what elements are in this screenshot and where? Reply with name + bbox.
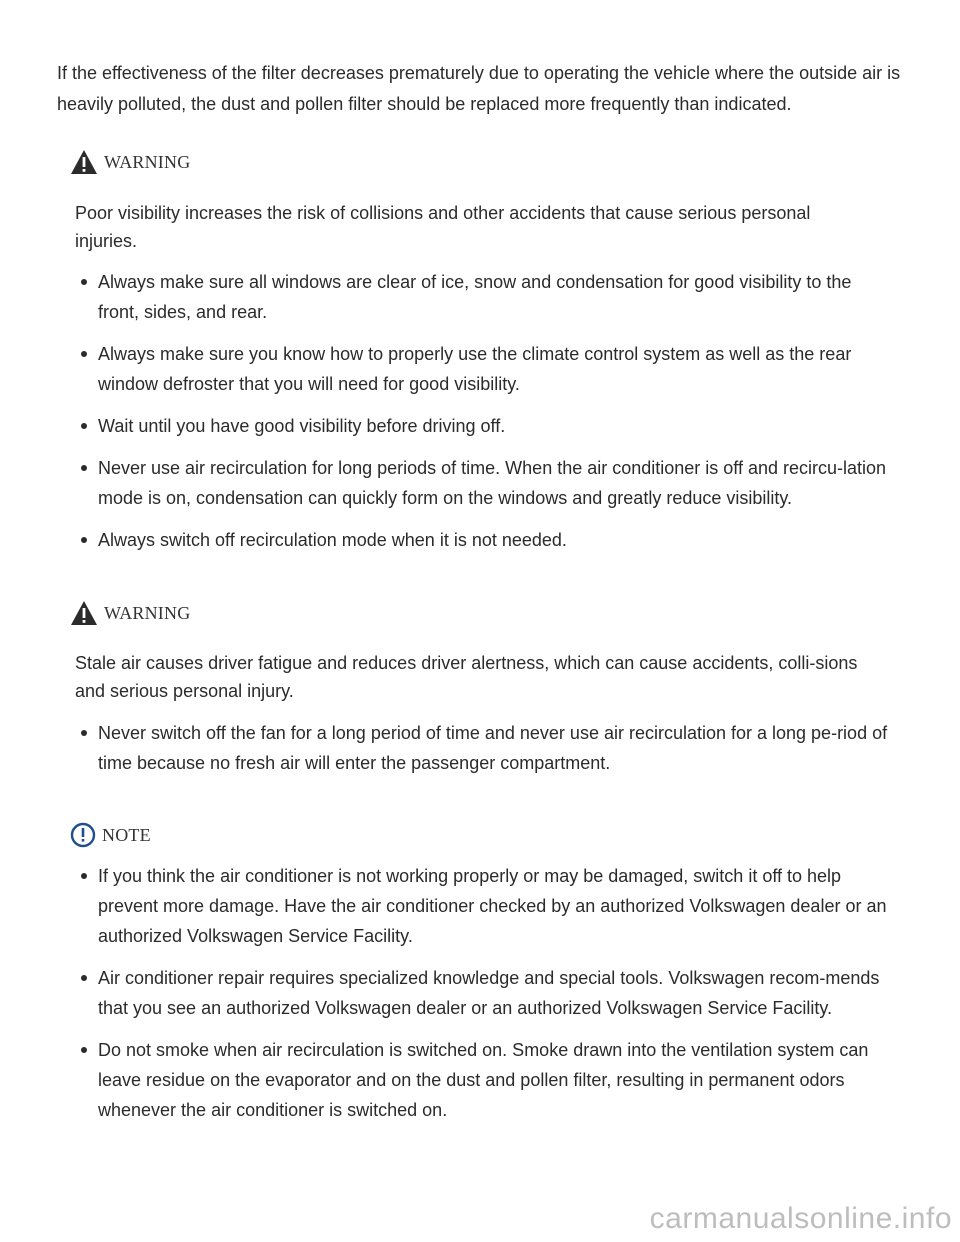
warning-triangle-icon <box>70 600 98 626</box>
note-list <box>75 861 890 1137</box>
bullet-dot <box>81 730 87 736</box>
bullet-dot <box>81 279 87 285</box>
intro-paragraph: If the effectiveness of the filter decreases prematurely due to operating the vehicle where the outside air is heavily polluted, the dust and pollen filter should be replaced more frequently than indicated. <box>57 63 901 114</box>
warning-heading-2 <box>70 600 190 626</box>
bullet-dot <box>81 423 87 429</box>
watermark: carmanualsonline.info <box>649 1202 952 1235</box>
warning-label: WARNING <box>104 602 191 623</box>
warning-2-list <box>75 718 890 790</box>
list-item: Air conditioner repair requires specialized knowledge and special tools. Volkswagen recom-mends that you see an authorized Volkswagen dealer or an authorized Volkswagen Service Facility. <box>75 963 890 1023</box>
warning-triangle-icon <box>70 149 98 175</box>
warning-2-intro: Stale air causes driver fatigue and reduces driver alertness, which can cause accidents, colli-sions and serious personal injury. <box>75 653 858 701</box>
bullet-dot <box>81 975 87 981</box>
bullet-dot <box>81 873 87 879</box>
warning-1-list <box>75 267 890 567</box>
list-item: Wait until you have good visibility before driving off. <box>75 411 890 441</box>
note-heading <box>70 822 151 848</box>
bullet-dot <box>81 1047 87 1053</box>
bullet-dot <box>81 537 87 543</box>
note-label: NOTE <box>102 824 151 845</box>
list-item: Always make sure you know how to properly use the climate control system as well as the rear window defroster that you will need for good visibility. <box>75 339 890 399</box>
list-item: Do not smoke when air recirculation is switched on. Smoke drawn into the ventilation system can leave residue on the evaporator and on the dust and pollen filter, resulting in permanent odors whenever the air conditioner is switched on. <box>75 1035 890 1125</box>
list-item: Never switch off the fan for a long period of time and never use air recirculation for a long pe-riod of time because no fresh air will enter the passenger compartment. <box>75 718 890 778</box>
warning-1-intro: Poor visibility increases the risk of collisions and other accidents that cause serious personal injuries. <box>75 203 811 251</box>
bullet-dot <box>81 351 87 357</box>
list-item: If you think the air conditioner is not working properly or may be damaged, switch it off to help prevent more damage. Have the air conditioner checked by an authorized Volkswagen dealer or an authorized Volkswagen Service Facility. <box>75 861 890 951</box>
list-item: Always make sure all windows are clear of ice, snow and condensation for good visibility to the front, sides, and rear. <box>75 267 890 327</box>
list-item: Always switch off recirculation mode when it is not needed. <box>75 525 890 555</box>
note-exclamation-icon <box>70 822 96 848</box>
warning-label: WARNING <box>104 151 191 172</box>
list-item: Never use air recirculation for long periods of time. When the air conditioner is off and recircu-lation mode is on, condensation can quickly form on the windows and greatly reduce visibility. <box>75 453 890 513</box>
warning-heading-1 <box>70 149 190 175</box>
bullet-dot <box>81 465 87 471</box>
